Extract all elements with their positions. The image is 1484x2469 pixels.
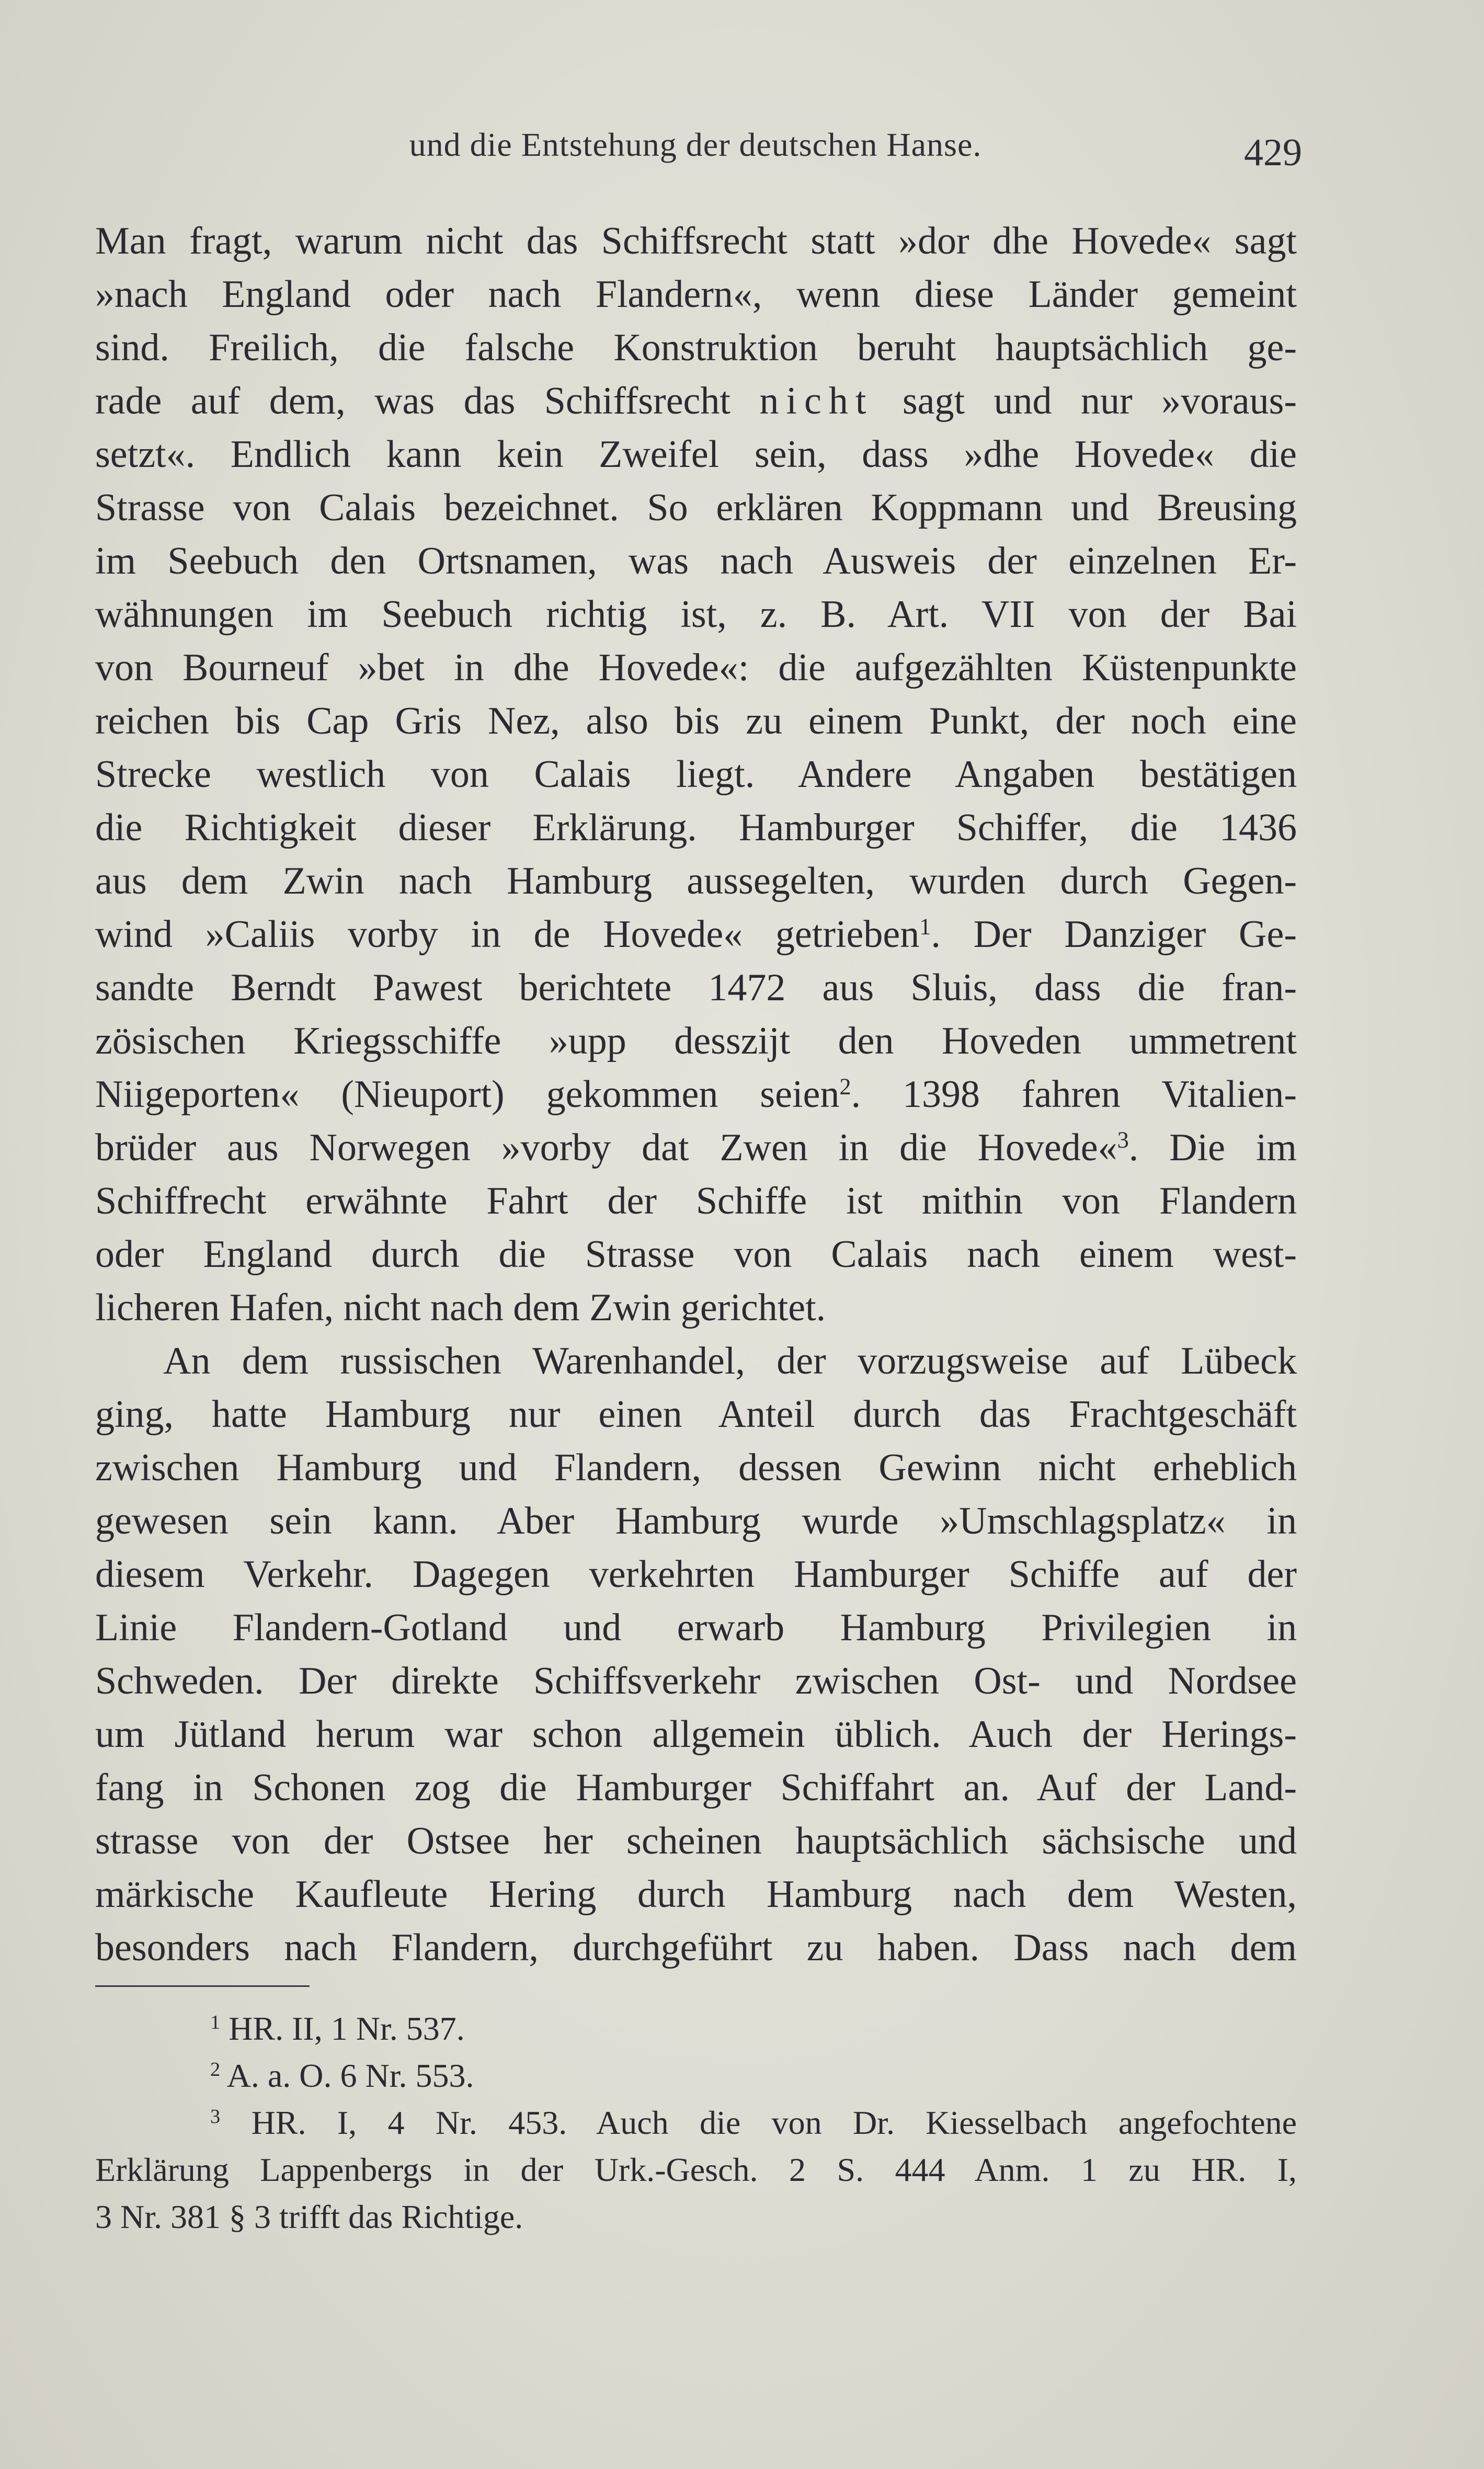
footnote-number: 3 — [210, 2105, 221, 2128]
text-line: aus dem Zwin nach Hamburg aussegelten, wurden durch Gegen- — [95, 860, 1297, 902]
text-line: die Richtigkeit dieser Erklärung. Hamburger Schiffer, die 1436 — [95, 806, 1297, 849]
text-line: Linie Flandern-Gotland und erwarb Hamburg Privilegien in — [95, 1606, 1297, 1649]
footnote-number: 2 — [210, 2058, 221, 2081]
text-line: von Bourneuf »bet in dhe Hovede«: die aufgezählten Küstenpunkte — [95, 646, 1297, 689]
text-line: Schweden. Der direkte Schiffsverkehr zwischen Ost- und Nordsee — [95, 1660, 1297, 1702]
text-line: strasse von der Ostsee her scheinen hauptsächlich sächsische und — [95, 1820, 1297, 1862]
text-line: Niigeporten« (Nieuport) gekommen seien$^2$. 1398 fahren Vitalien- — [95, 1073, 1297, 1116]
text-line: wähnungen im Seebuch richtig ist, z. B. Art. VII von der Bai — [95, 593, 1297, 636]
text-line: brüder aus Norwegen »vorby dat Zwen in die Hovede«$^3$. Die im — [95, 1126, 1297, 1169]
text-line: sandte Berndt Pawest berichtete 1472 aus Sluis, dass die fran- — [95, 966, 1297, 1009]
text-line: gewesen sein kann. Aber Hamburg wurde »Umschlagsplatz« in — [95, 1500, 1297, 1542]
footnote-ref: 2 — [839, 1073, 851, 1100]
text-line: im Seebuch den Ortsnamen, was nach Ausweis der einzelnen Er- — [95, 540, 1297, 582]
text-line: oder England durch die Strasse von Calais nach einem west- — [95, 1233, 1297, 1276]
text-line: licheren Hafen, nicht nach dem Zwin gerichtet. — [95, 1286, 826, 1329]
text-line: An dem russischen Warenhandel, der vorzugsweise auf Lübeck — [163, 1340, 1297, 1382]
text-line: reichen bis Cap Gris Nez, also bis zu einem Punkt, der noch eine — [95, 700, 1297, 742]
text-line: besonders nach Flandern, durchgeführt zu haben. Dass nach dem — [95, 1926, 1297, 1969]
footnote-divider — [95, 1985, 310, 1987]
text-line: Strasse von Calais bezeichnet. So erklären Koppmann und Breusing — [95, 486, 1297, 529]
text-line: Schiffrecht erwähnte Fahrt der Schiffe ist mithin von Flandern — [95, 1180, 1297, 1222]
text-line: setzt«. Endlich kann kein Zweifel sein, dass »dhe Hovede« die — [95, 433, 1297, 476]
footnote: $^2$ A. a. O. 6 Nr. 553. — [210, 2057, 474, 2094]
footnotes — [95, 2005, 1297, 2241]
text-line: rade auf dem, was das Schiffsrecht nicht sagt und nur »voraus- — [95, 380, 1297, 422]
text-line: um Jütland herum war schon allgemein üblich. Auch der Herings- — [95, 1713, 1297, 1756]
text-line: »nach England oder nach Flandern«, wenn diese Länder gemeint — [95, 273, 1297, 316]
footnote-ref: 3 — [1117, 1126, 1129, 1153]
text-line: diesem Verkehr. Dagegen verkehrten Hamburger Schiffe auf der — [95, 1553, 1297, 1596]
running-header: und die Entstehung der deutschen Hanse. — [409, 126, 982, 163]
footnote-continuation: Erklärung Lappenbergs in der Urk.-Gesch. 2 S. 444 Anm. 1 zu HR. I, — [95, 2151, 1297, 2188]
text-line: wind »Caliis vorby in de Hovede« getrieben$^1$. Der Danziger Ge- — [95, 913, 1297, 956]
text-line: märkische Kaufleute Hering durch Hamburg nach dem Westen, — [95, 1873, 1297, 1916]
text-line: zösischen Kriegsschiffe »upp desszijt den Hoveden ummetrent — [95, 1020, 1297, 1062]
footnote-number: 1 — [210, 2011, 221, 2033]
footnote-ref: 1 — [919, 913, 931, 940]
footnote: $^1$ HR. II, 1 Nr. 537. — [210, 2010, 465, 2047]
text-line: fang in Schonen zog die Hamburger Schiffahrt an. Auf der Land- — [95, 1766, 1297, 1809]
footnote: $^3$ HR. I, 4 Nr. 453. Auch die von Dr. Kiesselbach angefochtene — [210, 2104, 1297, 2141]
page-number: 429 — [1244, 131, 1302, 174]
text-line: sind. Freilich, die falsche Konstruktion beruht hauptsächlich ge- — [95, 326, 1297, 369]
body-text — [95, 214, 1297, 1974]
text-line: zwischen Hamburg und Flandern, dessen Gewinn nicht erheblich — [95, 1446, 1297, 1489]
footnote-continuation: 3 Nr. 381 § 3 trifft das Richtige. — [95, 2198, 523, 2235]
text-line: ging, hatte Hamburg nur einen Anteil durch das Frachtgeschäft — [95, 1393, 1297, 1436]
emphasized-word: nicht — [759, 380, 874, 422]
text-line: Strecke westlich von Calais liegt. Andere Angaben bestätigen — [95, 753, 1297, 796]
text-line: Man fragt, warum nicht das Schiffsrecht statt »dor dhe Hovede« sagt — [95, 220, 1297, 262]
